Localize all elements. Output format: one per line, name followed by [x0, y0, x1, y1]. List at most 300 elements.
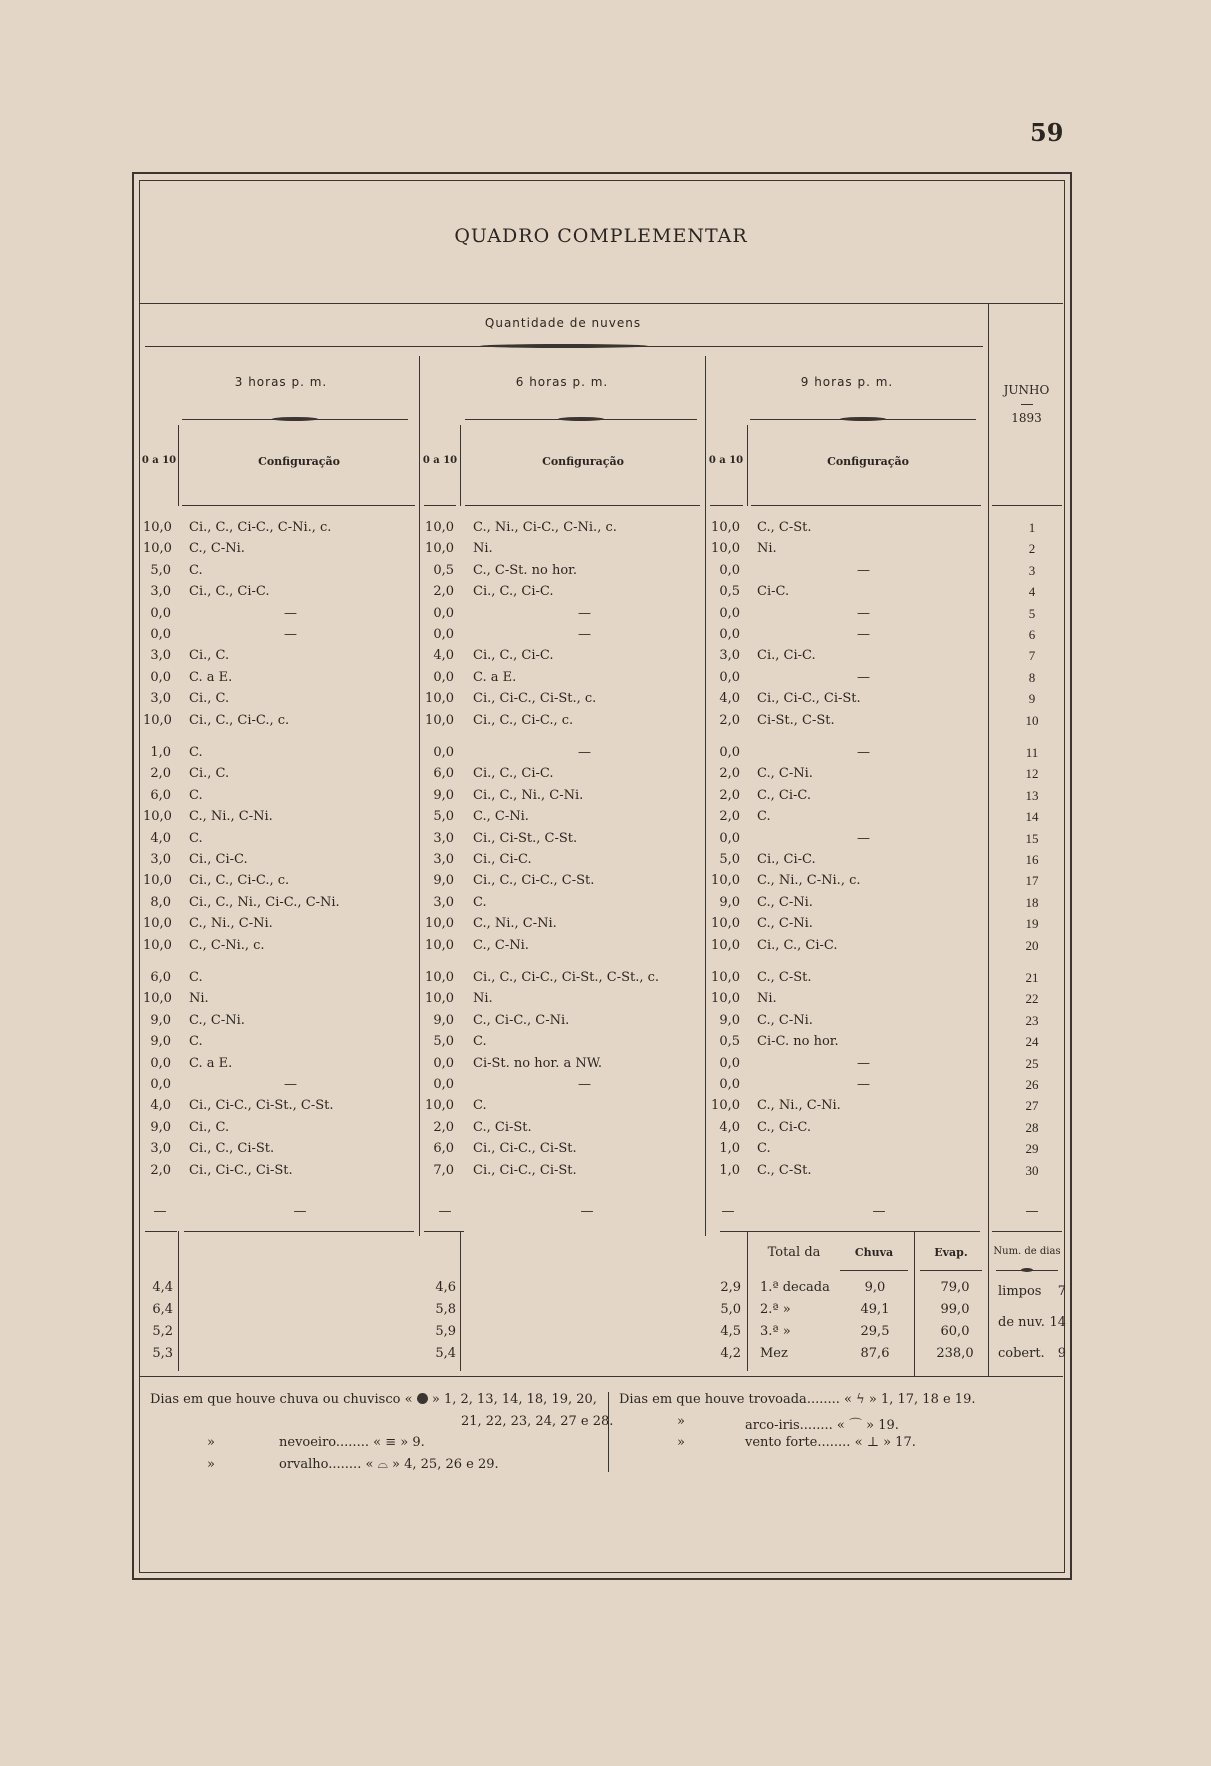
summary-evap-value: 99,0: [940, 1302, 970, 1317]
config-9pm: —: [857, 1077, 870, 1092]
notes-fog-ditto: »: [207, 1435, 215, 1450]
config-9pm: C., C-St.: [757, 520, 812, 535]
period-brace-3: [750, 416, 976, 422]
cloud-6pm: 10,0: [425, 712, 454, 728]
summary-period-label: 3.ª »: [760, 1324, 791, 1339]
day-number: 18: [1025, 894, 1039, 910]
cloud-9pm: 10,0: [711, 970, 740, 985]
notes-fog-line: [279, 1435, 425, 1450]
config-9pm: C.: [757, 809, 771, 825]
cloud-3pm: 1,0: [150, 745, 171, 760]
notes-dew-ditto: »: [207, 1457, 215, 1472]
config-6pm: Ci., Ci-C., Ci-St., c.: [473, 691, 597, 707]
day-number: 8: [1028, 669, 1036, 685]
days-label: de nuv.: [998, 1315, 1045, 1330]
day-number: 26: [1025, 1077, 1039, 1092]
summary-rule: [992, 1231, 1062, 1232]
cloud-3pm: 3,0: [150, 584, 171, 600]
col-scale-3: 0 a 10: [708, 455, 744, 466]
page-title: QUADRO COMPLEMENTAR: [454, 225, 748, 247]
day-number: 14: [1025, 809, 1039, 825]
cloud-6pm: 5,0: [433, 809, 454, 825]
summary-chuva-header: Chuva: [854, 1246, 894, 1259]
config-3pm: Ci., Ci-C.: [189, 852, 248, 867]
leader: ........: [328, 1457, 362, 1472]
cloud-3pm: 10,0: [143, 916, 172, 932]
config-3pm: C.: [189, 830, 203, 846]
day-number: 21: [1025, 970, 1039, 985]
summary-divider: [460, 1231, 461, 1371]
group-brace: [145, 343, 983, 349]
cloud-9pm: 0,0: [719, 1077, 740, 1092]
quote-open: «: [854, 1435, 863, 1450]
col-config-2: Configuração: [542, 455, 624, 468]
config-9pm: —: [857, 830, 870, 846]
summary-evap-header: Evap.: [934, 1246, 968, 1259]
config-6pm: C. a E.: [473, 669, 517, 685]
notes-dew-line: [279, 1457, 499, 1472]
header-underline-3: [465, 505, 700, 506]
day-number: 11: [1025, 745, 1039, 760]
cloud-3pm: 10,0: [143, 809, 172, 825]
leader: ........: [799, 1418, 833, 1433]
summary-chuva-value: 9,0: [864, 1280, 886, 1295]
config-3pm: C., Ni., C-Ni.: [189, 809, 273, 825]
config-6pm: C., C-Ni.: [473, 937, 529, 953]
cloud-3pm: 6,0: [150, 970, 171, 985]
days-value: 7: [1057, 1284, 1066, 1299]
notes-rainbow-line: [745, 1414, 899, 1433]
day-number: 25: [1025, 1055, 1039, 1071]
notes-wind-ditto: »: [677, 1435, 685, 1450]
days-label: limpos: [998, 1284, 1042, 1299]
config-3pm: —: [284, 605, 297, 621]
cloud-9pm: 0,0: [719, 605, 740, 621]
cloud-9pm: 3,0: [719, 648, 740, 664]
config-6pm: Ci., Ci-C., Ci-St.: [473, 1141, 577, 1157]
config-3pm: Ci., C., Ci-St.: [189, 1141, 275, 1157]
summary-cloud-3pm: 6,4: [152, 1302, 173, 1317]
col-scale-2: 0 a 10: [422, 455, 458, 466]
cloud-3pm: 10,0: [143, 541, 172, 557]
day-number: 24: [1025, 1034, 1039, 1050]
cloud-6pm: 3,0: [433, 852, 454, 867]
cloud-6pm: 10,0: [425, 691, 454, 707]
days-value: 9: [1057, 1346, 1066, 1361]
cloud-9pm: 0,0: [719, 627, 740, 642]
rain-symbol-icon: [417, 1393, 428, 1404]
cloud-9pm: 9,0: [719, 894, 740, 910]
config-6pm: C.: [473, 1098, 487, 1114]
config-3pm: C., C-Ni.: [189, 1012, 245, 1028]
cloud-6pm: 5,0: [433, 1034, 454, 1050]
config-9pm: —: [857, 562, 870, 578]
config-3pm: Ci., Ci-C., Ci-St.: [189, 1162, 293, 1178]
cloud-9pm: 0,0: [719, 562, 740, 578]
config-9pm: C., Ci-C.: [757, 1119, 811, 1135]
cloud-3pm: 0,0: [150, 1055, 171, 1071]
summary-cloud-6pm: 5,8: [435, 1302, 456, 1317]
page-number: 59: [1030, 118, 1064, 147]
cloud-9pm: 0,5: [719, 584, 740, 600]
cloud-6pm: 0,0: [433, 1055, 454, 1071]
config-6pm: C., C-Ni.: [473, 809, 529, 825]
config-6pm: Ni.: [473, 541, 493, 557]
summary-brace: [996, 1267, 1058, 1273]
notes-divider: [608, 1392, 609, 1472]
config-6pm: Ci., Ci-C., Ci-St.: [473, 1162, 577, 1178]
summary-chuva-value: 29,5: [860, 1324, 890, 1339]
cloud-6pm: 4,0: [433, 648, 454, 664]
config-9pm: —: [857, 745, 870, 760]
notes-wind-days: 17.: [895, 1435, 916, 1450]
config-6pm: —: [578, 745, 591, 760]
quote-open: «: [844, 1392, 852, 1407]
day-number: 22: [1025, 991, 1039, 1007]
summary-cloud-3pm: 5,2: [152, 1324, 173, 1339]
cloud-6pm: 2,0: [433, 1119, 454, 1135]
day-number: 13: [1025, 787, 1039, 803]
cloud-9pm: 4,0: [719, 691, 740, 707]
month-column-divider: [988, 303, 989, 1243]
quote-close: »: [431, 1392, 440, 1407]
period-header-3pm: 3 horas p. m.: [234, 375, 328, 389]
col-config-1: Configuração: [258, 455, 340, 468]
config-6pm: —: [578, 605, 591, 621]
col-config-3: Configuração: [827, 455, 909, 468]
config-6pm: Ci., Ci-C.: [473, 852, 532, 867]
config-9pm: —: [857, 605, 870, 621]
cloud-6pm: 0,0: [433, 627, 454, 642]
cloud-6pm: 0,0: [433, 669, 454, 685]
wind-symbol-icon: ⊥: [866, 1435, 879, 1450]
day-number: 27: [1025, 1098, 1039, 1114]
group-header: Quantidade de nuvens: [484, 316, 642, 330]
cloud-6pm: 6,0: [433, 1141, 454, 1157]
cloud-6pm: 10,0: [425, 937, 454, 953]
header-underline-5: [751, 505, 981, 506]
cloud-6pm: 2,0: [433, 584, 454, 600]
day-number: 15: [1025, 830, 1039, 846]
config-3pm: Ci., C.: [189, 766, 230, 782]
period-header-6pm: 6 horas p. m.: [515, 375, 609, 389]
config-3pm: Ci., C.: [189, 691, 230, 707]
config-9pm: C.: [757, 1141, 771, 1157]
cloud-9pm: 1,0: [719, 1162, 740, 1178]
days-value: 14: [1049, 1315, 1066, 1330]
config-6pm: Ci., C., Ci-C.: [473, 648, 554, 664]
config-9pm: C., C-St.: [757, 1162, 812, 1178]
cloud-3pm: 0,0: [150, 627, 171, 642]
config-3pm: Ci., C., Ni., Ci-C., C-Ni.: [189, 894, 340, 910]
config-3pm: C. a E.: [189, 669, 233, 685]
day-number: 29: [1025, 1141, 1039, 1157]
notes-thunder-days: 1, 17, 18 e 19.: [880, 1392, 976, 1407]
notes-fog-label: nevoeiro: [279, 1435, 336, 1450]
config-9pm: C., C-Ni.: [757, 1012, 813, 1028]
day-number: 9: [1028, 691, 1036, 707]
quote-open: «: [404, 1392, 413, 1407]
config-3pm: C. a E.: [189, 1055, 233, 1071]
cloud-9pm: 0,0: [719, 830, 740, 846]
cloud-3pm: 3,0: [150, 648, 171, 664]
config-9pm: —: [857, 627, 870, 642]
day-number: 6: [1028, 627, 1036, 642]
config-6pm: C., Ni., Ci-C., C-Ni., c.: [473, 520, 617, 535]
config-9pm: Ni.: [757, 541, 777, 557]
summary-rule: [184, 1231, 414, 1232]
config-3pm: C.: [189, 745, 203, 760]
config-6pm: Ci., C., Ci-C., C-St.: [473, 873, 595, 889]
summary-period-label: Mez: [760, 1346, 788, 1361]
leader: ........: [817, 1435, 851, 1450]
config-3pm: C., Ni., C-Ni.: [189, 916, 273, 932]
cloud-6pm: 9,0: [433, 1012, 454, 1028]
summary-chuva-value: 87,6: [860, 1346, 890, 1361]
config-6pm: Ci., Ci-St., C-St.: [473, 830, 578, 846]
quote-close: »: [400, 1435, 409, 1450]
fog-symbol-icon: ≡: [385, 1435, 397, 1450]
config-3pm: Ci., C.: [189, 648, 230, 664]
config-9pm: Ci-C. no hor.: [757, 1034, 839, 1050]
cloud-6pm: 10,0: [425, 520, 454, 535]
config-9pm: Ci-St., C-St.: [757, 712, 835, 728]
header-underline-1: [182, 505, 415, 506]
cloud-3pm: 5,0: [150, 562, 171, 578]
day-number: 5: [1028, 605, 1036, 621]
summary-cloud-9pm: 5,0: [720, 1302, 741, 1317]
cloud-3pm: 10,0: [143, 937, 172, 953]
config-6pm: C.: [473, 1034, 487, 1050]
config-9pm: Ci., Ci-C.: [757, 648, 816, 664]
month-label: JUNHO: [1003, 383, 1050, 397]
summary-rule: [424, 1231, 464, 1232]
cloud-3pm: 6,0: [150, 787, 171, 803]
day-number: 4: [1028, 584, 1036, 600]
cloud-9pm: 9,0: [719, 1012, 740, 1028]
cloud-9pm: 0,0: [719, 745, 740, 760]
end-dash: —: [153, 1204, 167, 1219]
quote-close: »: [868, 1392, 877, 1407]
config-6pm: Ci., C., Ni., C-Ni.: [473, 787, 584, 803]
config-9pm: C., C-Ni.: [757, 894, 813, 910]
summary-cloud-9pm: 2,9: [720, 1280, 741, 1295]
cloud-3pm: 9,0: [150, 1012, 171, 1028]
day-number: 30: [1025, 1162, 1039, 1178]
config-3pm: C., C-Ni.: [189, 541, 245, 557]
cloud-9pm: 10,0: [711, 520, 740, 535]
config-9pm: C., Ni., C-Ni.: [757, 1098, 841, 1114]
year-label: 1893: [1011, 411, 1042, 425]
dew-symbol-icon: ⌓: [377, 1457, 388, 1472]
summary-evap-value: 60,0: [940, 1324, 970, 1339]
cloud-9pm: 0,0: [719, 1055, 740, 1071]
config-6pm: C., Ci-St.: [473, 1119, 532, 1135]
summary-period-label: 1.ª decada: [760, 1280, 830, 1295]
notes-rain-days-2: 21, 22, 23, 24, 27 e 28.: [461, 1414, 614, 1429]
cloud-3pm: 10,0: [143, 520, 172, 535]
summary-period-label: 2.ª »: [760, 1302, 791, 1317]
summary-chuva-value: 49,1: [860, 1302, 890, 1317]
notes-wind-label: vento forte: [745, 1435, 818, 1450]
cloud-3pm: 0,0: [150, 605, 171, 621]
config-3pm: Ci., C., Ci-C.: [189, 584, 270, 600]
config-3pm: Ci., C., Ci-C., C-Ni., c.: [189, 520, 332, 535]
day-number: 1: [1028, 520, 1036, 535]
leader: ........: [335, 1435, 369, 1450]
config-9pm: C., C-Ni.: [757, 916, 813, 932]
config-3pm: C.: [189, 970, 203, 985]
config-6pm: C.: [473, 894, 487, 910]
notes-wind-line: [745, 1435, 916, 1450]
config-6pm: Ci., C., Ci-C.: [473, 766, 554, 782]
summary-cloud-3pm: 5,3: [152, 1346, 173, 1361]
day-number: 12: [1025, 766, 1039, 782]
notes-rule: [139, 1376, 1063, 1377]
cloud-6pm: 7,0: [433, 1162, 454, 1178]
config-3pm: —: [284, 1077, 297, 1092]
config-9pm: Ci., Ci-C.: [757, 852, 816, 867]
notes-rainbow-ditto: »: [677, 1414, 685, 1429]
cloud-6pm: 10,0: [425, 970, 454, 985]
notes-thunder-line: [619, 1392, 975, 1407]
cloud-6pm: 0,5: [433, 562, 454, 578]
cloud-6pm: 0,0: [433, 1077, 454, 1092]
period-divider-1: [419, 356, 420, 1236]
cloud-6pm: 10,0: [425, 991, 454, 1007]
cloud-9pm: 2,0: [719, 787, 740, 803]
day-number: 16: [1025, 852, 1039, 867]
end-dash: —: [293, 1204, 307, 1219]
cloud-9pm: 2,0: [719, 809, 740, 825]
summary-cloud-6pm: 5,9: [435, 1324, 456, 1339]
config-9pm: —: [857, 669, 870, 685]
summary-cloud-9pm: 4,2: [720, 1346, 741, 1361]
cloud-3pm: 2,0: [150, 1162, 171, 1178]
quote-close: »: [866, 1418, 875, 1433]
day-number: 10: [1025, 712, 1039, 728]
summary-subrule: [840, 1270, 908, 1271]
cloud-9pm: 10,0: [711, 916, 740, 932]
notes-rain-line: [150, 1392, 597, 1407]
config-3pm: C., C-Ni., c.: [189, 937, 265, 953]
summary-cloud-3pm: 4,4: [152, 1280, 173, 1295]
quote-open: «: [836, 1418, 845, 1433]
quote-close: »: [883, 1435, 892, 1450]
cloud-6pm: 10,0: [425, 916, 454, 932]
days-label: cobert.: [998, 1346, 1045, 1361]
config-9pm: —: [857, 1055, 870, 1071]
cloud-3pm: 4,0: [150, 1098, 171, 1114]
period-header-9pm: 9 horas p. m.: [800, 375, 894, 389]
config-3pm: Ci., C.: [189, 1119, 230, 1135]
config-9pm: C., Ci-C.: [757, 787, 811, 803]
config-6pm: C., Ni., C-Ni.: [473, 916, 557, 932]
period-brace-1: [182, 416, 408, 422]
day-number: 19: [1025, 916, 1039, 932]
day-number: 20: [1025, 937, 1039, 953]
cloud-6pm: 10,0: [425, 1098, 454, 1114]
notes-rainbow-label: arco-iris: [745, 1418, 800, 1433]
period-brace-2: [465, 416, 697, 422]
notes-rain-days: 1, 2, 13, 14, 18, 19, 20,: [443, 1392, 597, 1407]
header-rule: [139, 303, 1063, 304]
config-9pm: C., C-St.: [757, 970, 812, 985]
config-9pm: Ci., Ci-C., Ci-St.: [757, 691, 861, 707]
config-6pm: C., C-St. no hor.: [473, 562, 578, 578]
notes-dew-label: orvalho: [279, 1457, 329, 1472]
summary-subrule: [920, 1270, 982, 1271]
config-3pm: Ci., C., Ci-C., c.: [189, 712, 290, 728]
day-number: 3: [1028, 562, 1036, 578]
config-3pm: Ci., C., Ci-C., c.: [189, 873, 290, 889]
cloud-6pm: 9,0: [433, 873, 454, 889]
cloud-9pm: 5,0: [719, 852, 740, 867]
summary-rule: [720, 1231, 980, 1232]
day-number: 2: [1028, 541, 1036, 557]
end-dash: —: [1025, 1204, 1039, 1219]
quote-open: «: [373, 1435, 382, 1450]
cloud-6pm: 0,0: [433, 605, 454, 621]
summary-divider: [178, 1231, 179, 1371]
cloud-6pm: 3,0: [433, 830, 454, 846]
cloud-3pm: 4,0: [150, 830, 171, 846]
quote-close: »: [392, 1457, 400, 1472]
cloud-9pm: 2,0: [719, 766, 740, 782]
config-3pm: C.: [189, 787, 203, 803]
config-3pm: —: [284, 627, 297, 642]
cloud-9pm: 10,0: [711, 873, 740, 889]
config-9pm: Ci., C., Ci-C.: [757, 937, 838, 953]
notes-rain-label: Dias em que houve chuva ou chuvisco: [150, 1392, 401, 1407]
summary-cloud-6pm: 4,6: [435, 1280, 456, 1295]
period-divider-2: [705, 356, 706, 1236]
cloud-3pm: 9,0: [150, 1119, 171, 1135]
cloud-3pm: 3,0: [150, 852, 171, 867]
month-rule: [1021, 404, 1033, 405]
quote-open: «: [365, 1457, 374, 1472]
cloud-3pm: 0,0: [150, 669, 171, 685]
config-6pm: —: [578, 627, 591, 642]
summary-total-da: Total da: [767, 1245, 821, 1260]
header-underline-2: [424, 505, 456, 506]
cloud-3pm: 0,0: [150, 1077, 171, 1092]
config-9pm: C., C-Ni.: [757, 766, 813, 782]
thunder-symbol-icon: ϟ: [856, 1392, 865, 1407]
summary-days-header: Num. de dias: [993, 1246, 1061, 1257]
config-6pm: Ci., C., Ci-C., c.: [473, 712, 574, 728]
notes-thunder-label: Dias em que houve trovoada: [619, 1392, 807, 1407]
cloud-3pm: 10,0: [143, 991, 172, 1007]
day-number: 17: [1025, 873, 1039, 889]
config-6pm: —: [578, 1077, 591, 1092]
header-underline-4: [710, 505, 743, 506]
summary-evap-value: 79,0: [940, 1280, 970, 1295]
summary-cloud-9pm: 4,5: [720, 1324, 741, 1339]
cloud-3pm: 2,0: [150, 766, 171, 782]
cloud-6pm: 10,0: [425, 541, 454, 557]
notes-rainbow-days: 19.: [878, 1418, 899, 1433]
config-9pm: C., Ni., C-Ni., c.: [757, 873, 861, 889]
rainbow-symbol-icon: ⌒: [848, 1418, 862, 1433]
summary-rule: [145, 1231, 177, 1232]
cloud-6pm: 3,0: [433, 894, 454, 910]
end-dash: —: [872, 1204, 886, 1219]
col-scale-1: 0 a 10: [141, 455, 177, 466]
cloud-9pm: 2,0: [719, 712, 740, 728]
config-6pm: C., Ci-C., C-Ni.: [473, 1012, 570, 1028]
end-dash: —: [438, 1204, 452, 1219]
